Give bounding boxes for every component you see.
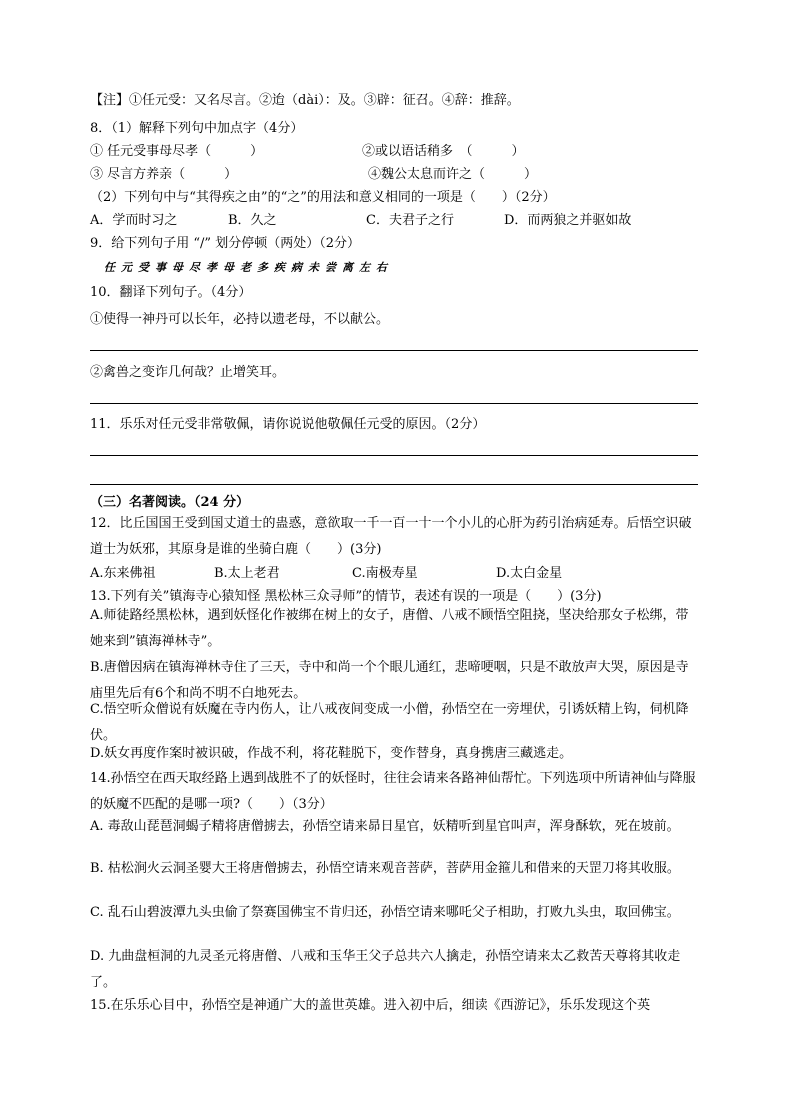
q13-option-c: C.悟空听众僧说有妖魔在寺内伤人，让八戒夜间变成一小僧，孙悟空在一旁埋伏，引诱妖精上钩，伺机降伏。	[90, 702, 689, 743]
q11-title: 11．乐乐对任元受非常敬佩，请你说说他敬佩任元受的原因。（2分）	[90, 417, 486, 432]
q14-option-a: A. 毒敌山琵琶洞蝎子精将唐僧掳去，孙悟空请来昴日星官，妖精听到星官叫声，浑身酥软，死在坡前。	[90, 819, 680, 834]
q13-option-d: D.妖女再度作案时被识破，作战不利，将花鞋脱下，变作替身，真身携唐三藏逃走。	[90, 746, 573, 761]
q8-item-4: ④魏公太息而许之（ ）	[368, 167, 538, 182]
q9-title: 9．给下列句子用 “/” 划分停顿（两处）（2分）	[90, 236, 360, 251]
q10-title: 10．翻译下列句子。（4分）	[90, 285, 252, 300]
q12-option-b: B.太上老君	[214, 566, 280, 581]
q14-option-c: C. 乱石山碧波潭九头虫偷了祭赛国佛宝不肯归还，孙悟空请来哪吒父子相助，打败九头虫，取回佛宝。	[90, 905, 680, 920]
section-title: （三）名著阅读。（24 分）	[90, 495, 250, 510]
q12-option-d: D.太白金星	[496, 566, 563, 581]
q13-title: 13.下列有关”镇海寺心猿知怪 黑松林三众寻师”的情节，表述有误的一项是（ ）(3分)	[90, 589, 602, 604]
q12-option-a: A.东来佛祖	[90, 566, 156, 581]
answer-line-2[interactable]	[90, 403, 698, 404]
annotation-note: 【注】①任元受：又名尽言。②迨（dài）：及。③辟：征召。④辞：推辞。	[90, 93, 520, 108]
answer-line-4[interactable]	[90, 484, 698, 485]
q10-sentence-2: ②禽兽之变诈几何哉？止增笑耳。	[90, 365, 286, 380]
q14-option-b: B. 枯松涧火云洞圣婴大王将唐僧掳去，孙悟空请来观音菩萨，菩萨用金箍儿和借来的天罡刀将其收服。	[90, 861, 680, 876]
q8-option-c: C．夫君子之行	[366, 213, 454, 228]
q10-sentence-1: ①使得一神丹可以长年，必持以遗老母，不以献公。	[90, 312, 390, 327]
q8-option-b: B．久之	[228, 213, 277, 228]
q14-title: 14.孙悟空在西天取经路上遇到战胜不了的妖怪时，往往会请来各路神仙帮忙。下列选项中所请神仙与降服的妖魔不匹配的是哪一项?（ ）（3分）	[90, 771, 696, 812]
q14-option-d: D. 九曲盘桓洞的九灵圣元将唐僧、八戒和玉华王父子总共六人擒走，孙悟空请来太乙救苦天尊将其收走了。	[90, 949, 681, 990]
q15-text: 15.在乐乐心目中，孙悟空是神通广大的盖世英雄。进入初中后，细读《西游记》，乐乐发现这个英	[90, 998, 651, 1013]
q12-text: 12．比丘国国王受到国丈道士的蛊惑，意欲取一千一百一十一个小儿的心肝为药引治病延寿。后悟空识破道士为妖邪，其原身是谁的坐骑白鹿（ ）(3分)	[90, 516, 692, 557]
answer-line-3[interactable]	[90, 455, 698, 456]
q8-item-1: ① 任元受事母尽孝（ ）	[90, 144, 264, 159]
q8-item-2: ②或以语话稍多 （ ）	[362, 144, 525, 159]
q13-option-b: B.唐僧因病在镇海禅林寺住了三天，寺中和尚一个个眼儿通红，悲啼哽咽，只是不敢放声大哭，原因是寺庙里先后有6个和尚不明不白地死去。	[90, 660, 689, 701]
q8-item-3: ③ 尽言方养亲（ ）	[90, 167, 238, 182]
q8-option-a: A．学而时习之	[90, 213, 178, 228]
q13-option-a: A.师徒路经黑松林，遇到妖怪化作被绑在树上的女子，唐僧、八戒不顾悟空阻挠，坚决给那女子松绑，带她来到”镇海禅林寺”。	[90, 608, 689, 649]
answer-line-1[interactable]	[90, 350, 698, 351]
q12-option-c: C.南极寿星	[352, 566, 418, 581]
q9-sentence: 任元受事母尽孝母老多疾病未尝离左右	[104, 261, 393, 274]
q8-option-d: D．而两狼之并驱如故	[504, 213, 632, 228]
q8-part2: （2）下列句中与“其得疾之由”的“之”的用法和意义相同的一项是（ ）（2分）	[90, 190, 556, 205]
q8-title: 8．（1）解释下列句中加点字（4分）	[90, 121, 304, 136]
